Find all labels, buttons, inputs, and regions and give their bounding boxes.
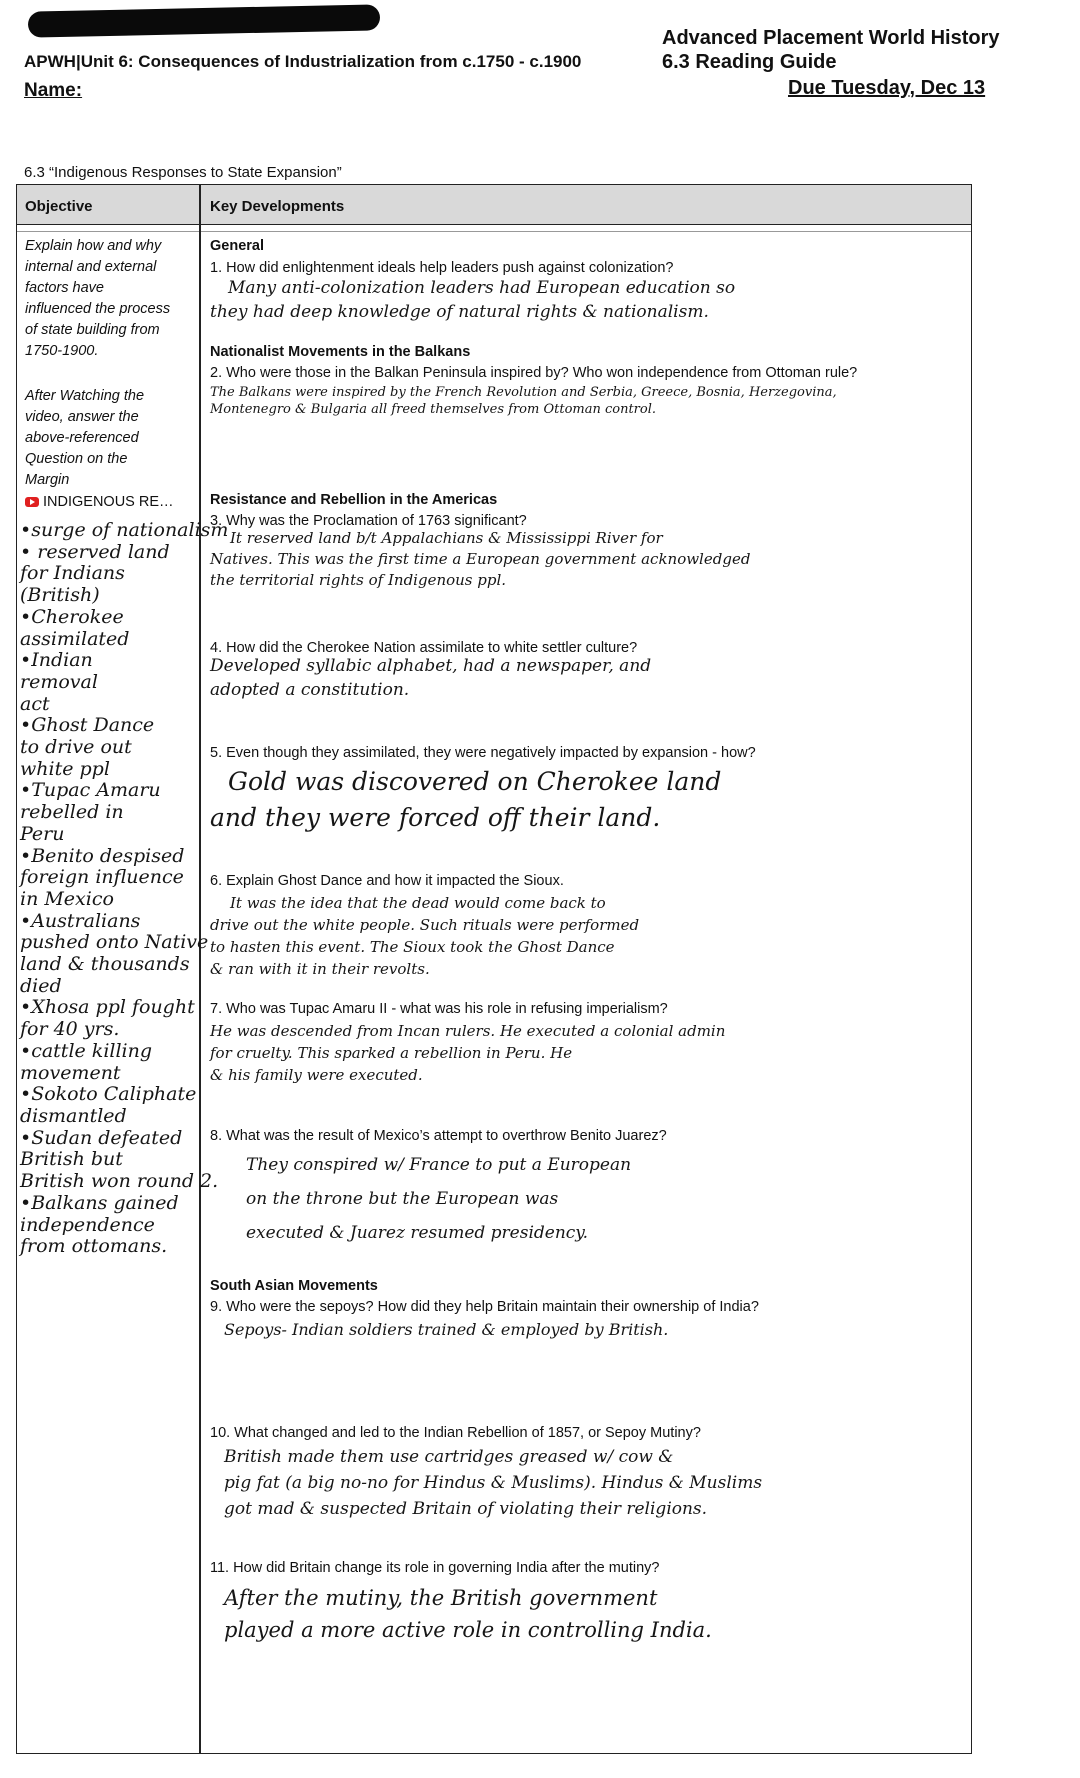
objective-text-1 bbox=[25, 236, 195, 362]
course-heading bbox=[662, 26, 1000, 74]
margin-note: •Australians bbox=[20, 909, 141, 932]
answer-line: they had deep knowledge of natural rights & nationalism. bbox=[210, 302, 709, 322]
answer-11 bbox=[210, 1582, 950, 1646]
answer-line: Many anti-colonization leaders had European education so bbox=[228, 278, 736, 298]
table-header bbox=[17, 185, 971, 225]
margin-note: dismantled bbox=[20, 1104, 127, 1127]
answer-line: After the mutiny, the British government bbox=[224, 1586, 658, 1610]
answer-line: & ran with it in their revolts. bbox=[210, 960, 430, 978]
objective-line: Explain how and why bbox=[25, 238, 162, 254]
question-6: 6. Explain Ghost Dance and how it impacted the Sioux. bbox=[210, 873, 564, 889]
course-line: APWH|Unit 6: Consequences of Industrialization from c.1750 - c.1900 bbox=[24, 52, 582, 71]
margin-note: (British) bbox=[20, 584, 100, 607]
margin-note: •Indian bbox=[20, 649, 93, 672]
answer-line: It was the idea that the dead would come back to bbox=[230, 894, 606, 912]
objective-line: After Watching the bbox=[25, 388, 145, 404]
margin-note: •Cherokee bbox=[20, 605, 124, 628]
answer-line: They conspired w/ France to put a European bbox=[246, 1155, 632, 1175]
youtube-icon bbox=[25, 497, 39, 507]
section-balkans: Nationalist Movements in the Balkans bbox=[210, 344, 471, 360]
answer-4 bbox=[210, 654, 950, 702]
margin-note: •Balkans gained bbox=[20, 1191, 179, 1214]
question-11: 11. How did Britain change its role in governing India after the mutiny? bbox=[210, 1560, 660, 1576]
answer-5 bbox=[210, 764, 950, 836]
margin-note: assimilated bbox=[20, 627, 130, 650]
answer-line: drive out the white people. Such rituals were performed bbox=[210, 916, 640, 934]
answer-10 bbox=[210, 1444, 950, 1522]
objective-line: Question on the bbox=[25, 451, 128, 467]
margin-note: in Mexico bbox=[20, 887, 114, 910]
objective-line: of state building from bbox=[25, 322, 160, 338]
answer-line: on the throne but the European was bbox=[246, 1189, 559, 1209]
due-date: Due Tuesday, Dec 13 bbox=[788, 77, 986, 99]
redaction-mark bbox=[28, 4, 380, 37]
answer-line: to hasten this event. The Sioux took the Ghost Dance bbox=[210, 938, 615, 956]
objective-line: video, answer the bbox=[25, 409, 139, 425]
answer-line: played a more active role in controlling India. bbox=[224, 1618, 712, 1642]
margin-note: •Tupac Amaru bbox=[20, 779, 161, 802]
answer-9 bbox=[210, 1318, 950, 1342]
guide-title: 6.3 Reading Guide bbox=[662, 51, 837, 73]
margin-note: for 40 yrs. bbox=[20, 1018, 120, 1041]
answer-line: He was descended from Incan rulers. He executed a colonial admin bbox=[210, 1022, 726, 1040]
answer-line: Sepoys- Indian soldiers trained & employed by British. bbox=[224, 1320, 669, 1339]
margin-note: removal bbox=[20, 670, 98, 693]
margin-note: •Sudan defeated bbox=[20, 1126, 183, 1149]
answer-7 bbox=[210, 1020, 950, 1086]
margin-note: Peru bbox=[20, 822, 65, 845]
margin-note: British won round 2. bbox=[20, 1170, 219, 1193]
margin-note: independence bbox=[20, 1213, 155, 1236]
answer-line: pig fat (a big no-no for Hindus & Muslims). Hindus & Muslims bbox=[224, 1473, 763, 1493]
margin-note: •Sokoto Caliphate bbox=[20, 1083, 197, 1106]
margin-note: from ottomans. bbox=[20, 1235, 168, 1258]
margin-note: British but bbox=[20, 1148, 123, 1171]
video-link-label: INDIGENOUS RE… bbox=[43, 494, 174, 510]
answer-line: & his family were executed. bbox=[210, 1066, 423, 1084]
objective-line: influenced the process bbox=[25, 301, 171, 317]
objective-line: above-referenced bbox=[25, 430, 139, 446]
answer-line: Gold was discovered on Cherokee land bbox=[228, 767, 722, 796]
margin-notes bbox=[20, 519, 229, 1258]
name-label: Name: bbox=[24, 80, 83, 101]
objective-line: 1750-1900. bbox=[25, 343, 99, 359]
answer-line: adopted a constitution. bbox=[210, 680, 410, 700]
course-title: Advanced Placement World History bbox=[662, 27, 1000, 49]
answer-line: It reserved land b/t Appalachians & Mississippi River for bbox=[230, 529, 663, 547]
margin-note: •Benito despised bbox=[20, 844, 185, 867]
header-divider bbox=[17, 231, 971, 232]
answer-line: for cruelty. This sparked a rebellion in Peru. He bbox=[210, 1044, 573, 1062]
answer-line: got mad & suspected Britain of violating their religions. bbox=[224, 1499, 708, 1519]
margin-note: land & thousands bbox=[20, 953, 190, 976]
question-7: 7. Who was Tupac Amaru II - what was his role in refusing imperialism? bbox=[210, 1001, 668, 1017]
answer-1 bbox=[210, 276, 950, 324]
answer-line: Natives. This was the first time a European government acknowledged bbox=[210, 550, 751, 568]
section-title: 6.3 “Indigenous Responses to State Expansion” bbox=[24, 164, 342, 181]
objective-line: Margin bbox=[25, 472, 70, 488]
margin-note: to drive out bbox=[20, 736, 132, 759]
question-10: 10. What changed and led to the Indian Rebellion of 1857, or Sepoy Mutiny? bbox=[210, 1425, 701, 1441]
margin-note: •surge of nationalism bbox=[20, 519, 229, 541]
answer-8 bbox=[210, 1148, 950, 1250]
margin-note: • reserved land bbox=[20, 540, 170, 563]
margin-note: pushed onto Native bbox=[20, 931, 209, 954]
objective-line: internal and external bbox=[25, 259, 157, 275]
answer-line: the territorial rights of Indigenous ppl. bbox=[210, 571, 507, 589]
answer-line: The Balkans were inspired by the French Revolution and Serbia, Greece, Bosnia, Herzegovina, bbox=[210, 385, 837, 400]
answer-line: and they were forced off their land. bbox=[210, 803, 661, 832]
answer-3 bbox=[210, 528, 950, 591]
question-2: 2. Who were those in the Balkan Peninsula inspired by? Who won independence from Ottoman rule? bbox=[210, 365, 858, 381]
objective-text-2 bbox=[25, 386, 195, 491]
key-developments-header: Key Developments bbox=[210, 198, 345, 215]
margin-note: foreign influence bbox=[20, 866, 184, 889]
answer-line: British made them use cartridges greased w/ cow & bbox=[224, 1447, 674, 1467]
answer-line: Developed syllabic alphabet, had a newspaper, and bbox=[210, 656, 652, 676]
answer-6 bbox=[210, 892, 950, 980]
objective-header: Objective bbox=[25, 198, 93, 215]
section-general: General bbox=[210, 238, 264, 254]
video-link[interactable] bbox=[25, 492, 174, 512]
question-4: 4. How did the Cherokee Nation assimilate to white settler culture? bbox=[210, 640, 638, 656]
section-americas: Resistance and Rebellion in the Americas bbox=[210, 492, 498, 508]
question-3: 3. Why was the Proclamation of 1763 significant? bbox=[210, 513, 527, 529]
answer-2 bbox=[210, 384, 950, 418]
question-1: 1. How did enlightenment ideals help leaders push against colonization? bbox=[210, 260, 674, 276]
margin-note: white ppl bbox=[20, 757, 110, 780]
margin-note: •cattle killing bbox=[20, 1039, 153, 1062]
margin-note: rebelled in bbox=[20, 801, 124, 824]
answer-line: Montenegro & Bulgaria all freed themselves from Ottoman control. bbox=[210, 402, 657, 417]
objective-line: factors have bbox=[25, 280, 104, 296]
margin-note: act bbox=[20, 692, 50, 715]
margin-note: movement bbox=[20, 1061, 121, 1084]
section-south-asia: South Asian Movements bbox=[210, 1278, 378, 1294]
question-8: 8. What was the result of Mexico’s attempt to overthrow Benito Juarez? bbox=[210, 1128, 667, 1144]
margin-note: •Xhosa ppl fought bbox=[20, 996, 195, 1019]
answer-line: executed & Juarez resumed presidency. bbox=[246, 1223, 589, 1243]
margin-note: died bbox=[20, 974, 62, 997]
margin-note: •Ghost Dance bbox=[20, 714, 155, 737]
question-9: 9. Who were the sepoys? How did they help Britain maintain their ownership of India? bbox=[210, 1299, 759, 1315]
margin-note: for Indians bbox=[20, 562, 125, 585]
question-5: 5. Even though they assimilated, they were negatively impacted by expansion - how? bbox=[210, 745, 756, 761]
